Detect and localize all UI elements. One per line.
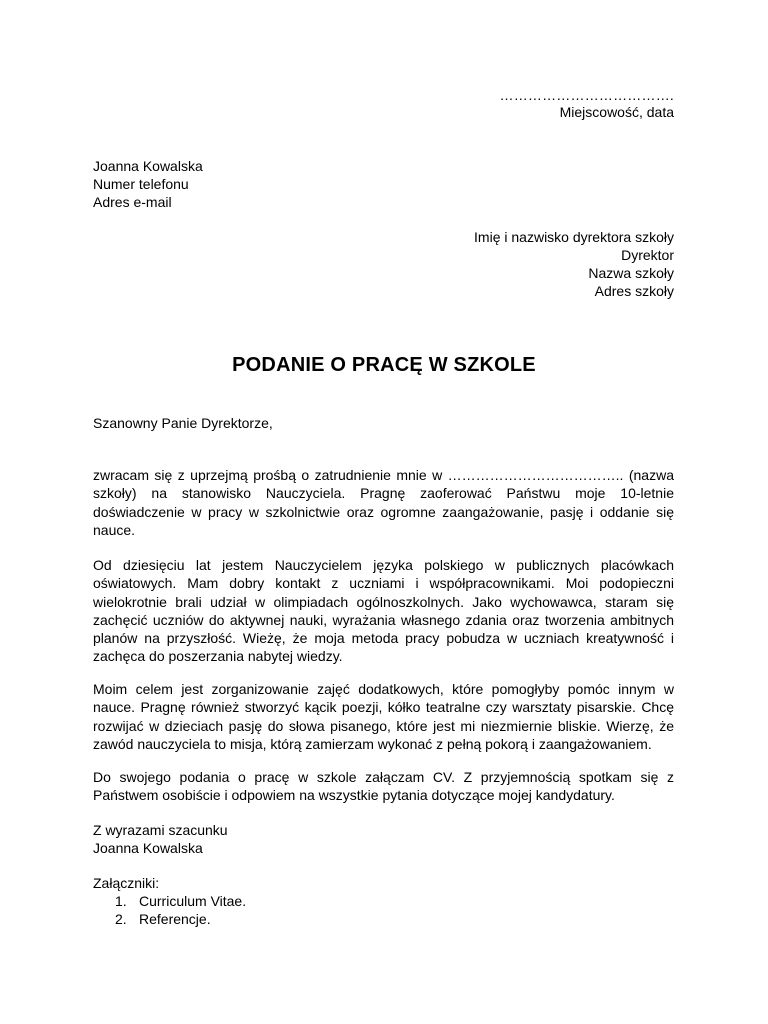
page-title: PODANIE O PRACĘ W SZKOLE bbox=[232, 354, 536, 376]
closing-signature: Joanna Kowalska bbox=[93, 840, 203, 856]
list-item bbox=[93, 892, 246, 910]
place-date-label: Miejscowość, data bbox=[559, 104, 674, 120]
attachments-list bbox=[93, 892, 246, 928]
list-item-text: Referencje. bbox=[139, 911, 211, 927]
paragraph-1: zwracam się z uprzejmą prośbą o zatrudnienie mnie w ……………………………….. (nazwa szkoły) na stanowisko Nauczyciela. Pragnę zaoferować Państwu moje 10-letnie doświadczenie w pracy w szkolnictwie oraz ogromne zaangażowanie, pasję i oddanie się nauce. bbox=[93, 467, 674, 538]
paragraph-3: Moim celem jest zorganizowanie zajęć dodatkowych, które pomogłyby pomóc innym w nauce. Pragnę również stworzyć kącik poezji, kółko teatralne czy warsztaty pisarskie. Chcę rozwijać w dzieciach pasję do słowa pisanego, które jest mi niezmiernie bliskie. Wierzę, że zawód nauczyciela to misja, którą zamierzam wykonać z pełną pokorą i zaangażowaniem. bbox=[93, 681, 674, 752]
closing-block bbox=[93, 821, 228, 857]
recipient-name: Imię i nazwisko dyrektora szkoły bbox=[474, 229, 674, 245]
attachments-block bbox=[93, 874, 246, 928]
paragraph-4: Do swojego podania o pracę w szkole załączam CV. Z przyjemnością spotkam się z Państwem osobiście i odpowiem na wszystkie pytania dotyczące mojej kandydatury. bbox=[93, 769, 674, 804]
sender-name: Joanna Kowalska bbox=[93, 158, 203, 174]
list-item-number: 1. bbox=[115, 893, 127, 909]
recipient-block bbox=[474, 228, 674, 300]
list-item-text: Curriculum Vitae. bbox=[139, 893, 247, 909]
recipient-position: Dyrektor bbox=[621, 247, 674, 263]
list-item-number: 2. bbox=[115, 911, 127, 927]
sender-email: Adres e-mail bbox=[93, 194, 172, 210]
sender-phone: Numer telefonu bbox=[93, 176, 189, 192]
paragraph-2: Od dziesięciu lat jestem Nauczycielem języka polskiego w publicznych placówkach oświatowych. Mam dobry kontakt z uczniami i współpracownikami. Moi podopieczni wielokrotnie brali udział w olimpiadach ogólnoszkolnych. Jako wychowawca, staram się zachęcić uczniów do aktywnej nauki, wyrażania własnego zdania oraz tworzenia ambitnych planów na przyszłość. Wieżę, że moja metoda pracy pobudza w uczniach kreatywność i zachęca do poszerzania nabytej wiedzy. bbox=[93, 557, 674, 665]
place-date-placeholder: ………………………………. bbox=[499, 87, 674, 103]
recipient-school-name: Nazwa szkoły bbox=[588, 265, 674, 281]
recipient-school-address: Adres szkoły bbox=[594, 283, 674, 299]
attachments-label: Załączniki: bbox=[93, 875, 160, 891]
list-item bbox=[93, 910, 246, 928]
place-date-block bbox=[560, 103, 674, 121]
closing-regards: Z wyrazami szacunku bbox=[93, 822, 228, 838]
salutation: Szanowny Panie Dyrektorze, bbox=[93, 415, 273, 431]
sender-block bbox=[93, 157, 203, 211]
